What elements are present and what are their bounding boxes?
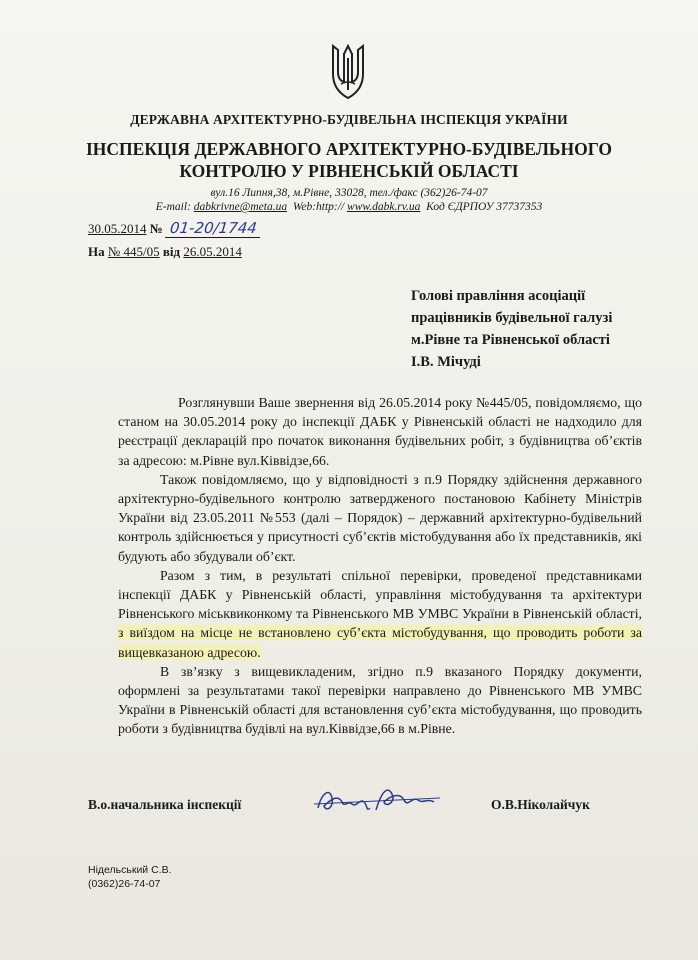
paragraph-4: В зв’язку з вищевикладеним, згідно п.9 вказаного Порядку документи, оформлені за результатами такої перевірки направлено до Рівненського МВ УМВС України в Рівненській області для встановлення суб’єкта містобудування, що проводить роботи з будівництва будівлі на вул.Ківвідзе,66 в м.Рівне. — [118, 663, 642, 737]
inspection-name-line1: ІНСПЕКЦІЯ ДЕРЖАВНОГО АРХІТЕКТУРНО-БУДІВЕЛЬНОГО — [85, 139, 613, 159]
web-link[interactable]: www.dabk.rv.ua — [347, 201, 421, 213]
edrpou-code: Код ЄДРПОУ 37737353 — [426, 201, 543, 213]
addressee-block — [411, 285, 612, 373]
addressee-line: І.В. Мічуді — [411, 354, 481, 370]
reply-number: № 445/05 — [107, 244, 160, 259]
letter-body — [118, 393, 642, 739]
paragraph-3 — [118, 566, 642, 662]
reply-date: 26.05.2014 — [183, 244, 242, 259]
executor-block — [88, 863, 172, 891]
web-label: Web:http:// — [292, 201, 345, 213]
outgoing-date-number — [88, 219, 261, 238]
reply-reference — [88, 244, 242, 260]
addressee-line: м.Рівне та Рівненської області — [411, 332, 610, 348]
reply-prefix: На — [88, 244, 105, 259]
postal-address: вул.16 Липня,38, м.Рівне, 33028, тел./факс (362)26-74-07 — [210, 187, 488, 199]
highlighted-text: з виїздом на місце не встановлено суб’єкта містобудування, що проводить роботи за вищевказаною адресою. — [118, 625, 642, 660]
addressee-line: працівників будівельної галузі — [411, 310, 613, 326]
outgoing-date: 30.05.2014 — [88, 221, 147, 236]
executor-name: Нідельський С.В. — [88, 864, 172, 876]
handwritten-signature — [312, 780, 442, 820]
inspection-name — [0, 138, 698, 182]
outgoing-number: 01-20/1744 — [165, 219, 262, 238]
agency-name: ДЕРЖАВНА АРХІТЕКТУРНО-БУДІВЕЛЬНА ІНСПЕКЦІЯ УКРАЇНИ — [130, 112, 568, 127]
inspection-name-line2: КОНТРОЛЮ У РІВНЕНСЬКІЙ ОБЛАСТІ — [179, 161, 519, 181]
reply-from: від — [162, 244, 181, 259]
trident-emblem-icon — [328, 44, 368, 100]
number-sign: № — [149, 221, 163, 236]
addressee-line: Голові правління асоціації — [411, 288, 586, 304]
contact-block — [0, 186, 698, 214]
executor-phone: (0362)26-74-07 — [88, 878, 161, 890]
paragraph-3-text: Разом з тим, в результаті спільної перевірки, проведеної представниками інспекції ДАБК у Рівненській області, управління містобудування та архітектури Рівненського міськвиконкому та Рівненського МВ УМВС України в Рівненській області, — [118, 567, 642, 622]
contact-line — [0, 200, 698, 214]
signatory-name: О.В.Ніколайчук — [491, 797, 590, 812]
paragraph-2: Також повідомляємо, що у відповідності з п.9 Порядку здійснення державного архітектурно-будівельного контролю затвердженого постановою Кабінету Міністрів України від 23.05.2011 №553 (далі – Порядок) – державний архітектурно-будівельний контроль здійснюється у присутності суб’єктів містобудування або їх представників, які будують або збудували об’єкт. — [118, 471, 642, 564]
email-label: E-mail: — [155, 201, 191, 213]
paragraph-1: Розглянувши Ваше звернення від 26.05.2014 року №445/05, повідомляємо, що станом на 30.05.2014 року до інспекції ДАБК у Рівненській області не надходило для реєстрації декларацій про початок виконання будівельних робіт, з будівництва об’єктів за адресою: м.Рівне вул.Ківвідзе,66. — [118, 395, 642, 468]
signatory-title: В.о.начальника інспекції — [88, 797, 242, 812]
email-link[interactable]: dabkrivne@meta.ua — [193, 201, 288, 213]
